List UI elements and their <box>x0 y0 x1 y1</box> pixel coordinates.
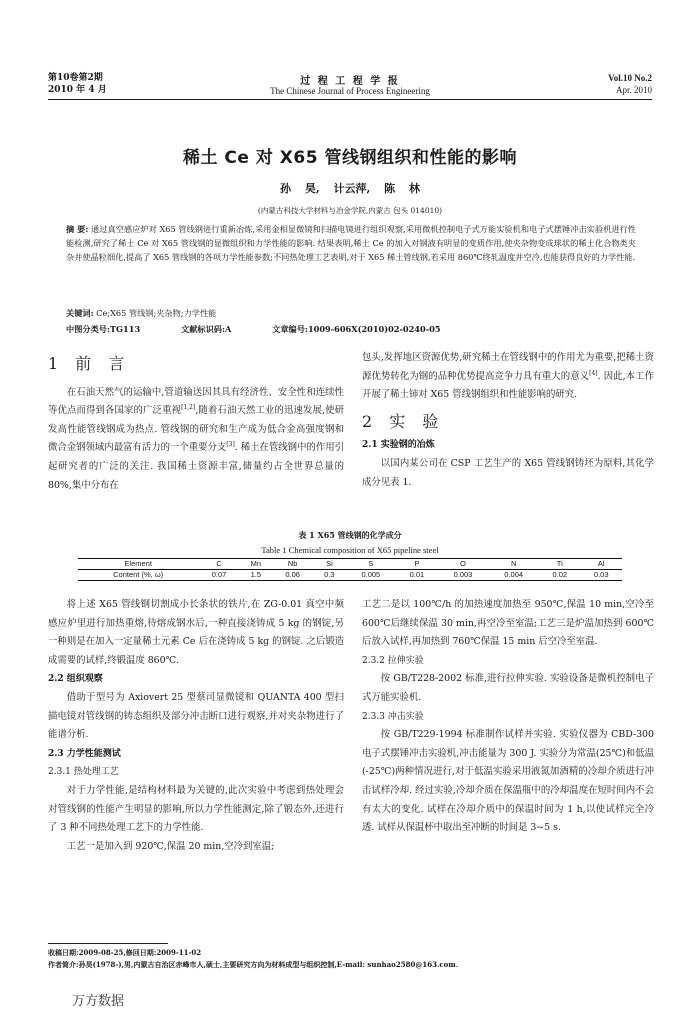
section-2-2-heading: 2.2 组织观察 <box>48 674 103 685</box>
classification-line <box>66 324 636 335</box>
left-column-lower <box>48 596 344 856</box>
process-one-paragraph: 工艺一是加入到 920℃,保温 20 min,空冷到室温; <box>66 840 275 852</box>
composition-table <box>78 558 622 581</box>
section-2-1-paragraph: 以国内某公司在 CSP 工艺生产的 X65 管线钢铸坯为原料,其化学成分见表 1. <box>362 457 654 488</box>
table-header-cell: Nb <box>287 559 298 568</box>
affiliation: (内蒙古科技大学材料与冶金学院,内蒙古 包头 014010) <box>257 206 443 215</box>
citation-4: [4] <box>589 369 598 377</box>
section-1-continued <box>362 349 654 405</box>
keywords-label: 关键词: <box>66 308 94 318</box>
keywords <box>66 308 636 319</box>
journal-title-zh: 过 程 工 程 学 报 <box>300 76 400 87</box>
section-2-3-heading: 2.3 力学性能测试 <box>48 748 121 759</box>
header-rule <box>48 99 652 100</box>
table-header-cell: P <box>414 559 420 568</box>
date-zh: 2010 年 4 月 <box>48 85 107 95</box>
article-number: 文章编号:1009-606X(2010)02-0240-05 <box>272 324 441 334</box>
table-cell: 0.06 <box>285 570 300 579</box>
section-2-heading: 2 实 验 <box>362 411 445 431</box>
watermark: 万方数据 <box>72 994 125 1009</box>
table-cell: 0.005 <box>361 570 381 579</box>
journal-title-en: The Chinese Journal of Process Engineering <box>270 86 430 96</box>
volume-issue-en: Vol.10 No.2 <box>608 73 652 83</box>
abstract <box>66 222 636 265</box>
table-cell: 0.02 <box>552 570 568 579</box>
table-cell: 0.3 <box>324 570 335 579</box>
citation-3: [3] <box>226 441 235 449</box>
table-header-cell: N <box>510 559 517 568</box>
section-2-3-1-paragraph: 对于力学性能,是结构材料最为关键的,此次实验中考虑到热处理会对管线钢的性能产生明显的影响,所以力学性能测定,除了锻态外,还进行了 3 种不同热处理工艺下的力学性能. <box>48 784 344 834</box>
s1-text-c: . 稀土在管线钢中的作用引起研究者的广泛的关注. 我国稀土资源丰富,储量约占全世界总量的 80%,集中分布在 <box>48 442 344 491</box>
table-header-cell: Al <box>597 559 605 568</box>
table-cell: 0.003 <box>453 570 473 579</box>
table-cell: Content (%, ω) <box>113 570 164 579</box>
table-1-caption-en: Table 1 Chemical composition of X65 pipeline steel <box>261 545 439 555</box>
table-header-row <box>78 559 622 570</box>
section-2-1-heading: 2.1 实验钢的冶炼 <box>362 440 435 451</box>
right-column-lower <box>362 596 654 838</box>
s1-cont-text-b: . 因此,本工作开展了稀土铈对 X65 管线钢组织和性能影响的研究. <box>362 370 654 401</box>
authors: 孙 昊, 计云萍, 陈 林 <box>280 182 420 195</box>
author-bio: 作者简介:孙昊(1978-),男,内蒙古自治区赤峰市人,硕士,主要研究方向为材料成型与组织控制,E-mail: sunhao2580@163.com. <box>48 960 459 969</box>
volume-issue-zh: 第10卷第2期 <box>48 73 103 83</box>
table-cell: 1.5 <box>250 570 262 579</box>
abstract-label: 摘 要: <box>66 224 89 234</box>
table-cell: 0.004 <box>504 570 524 579</box>
date-en: Apr. 2010 <box>616 85 652 95</box>
section-2-3-2-heading: 2.3.2 拉伸实验 <box>362 655 424 666</box>
footnote-rule <box>48 943 168 944</box>
section-2-3-2-paragraph: 按 GB/T228-2002 标准,进行拉伸实验. 实验设备是微机控制电子式万能实验机. <box>362 673 654 703</box>
clc-number: 中图分类号:TG113 <box>66 324 141 334</box>
table-cell: 0.07 <box>211 570 227 579</box>
s1-cont-text-a: 包头,发挥地区资源优势,研究稀土在管线钢中的作用尤为重要,把稀土资源优势转化为钢的品种优势提高竞争力具有重大的意义 <box>362 352 654 382</box>
received-date: 收稿日期:2009-08-25,修回日期:2009-11-02 <box>48 948 202 957</box>
s1-text-a: 在石油天然气的运输中,管道输送因其具有经济性、安全性和连续性等优点而得到各国家的广泛重视 <box>48 386 344 417</box>
melting-paragraph: 将上述 X65 管线钢切割成小长条状的铁片,在 ZG-0.01 真空中频感应炉里进行加热重熔,待熔成钢水后,一种直接浇铸成 5 kg 的钢锭,另一种则是在加入一定量稀土元素 Ce 后在浇铸成 5 kg 的钢锭. 之后锻造成需要的试样,终锻温度 860℃. <box>48 599 344 666</box>
table-header-cell: O <box>460 559 466 568</box>
section-2-3-3-paragraph: 按 GB/T229-1994 标准制作试样并实验. 实验仪器为 CBD-300 电子式摆锤冲击实验机,冲击能量为 300 J. 实验分为常温(25℃)和低温(-25℃)两种情况进行,对于低温实验采用液氮加酒精的冷却介质进行冲击试样冷却. 经过实验,冷却介质在保温瓶中的冷却温度在短时间内不会有太大的变化. 试样在冷却介质中的保温时间为 1 h,以使试样完全冷透. 试样从保温杯中取出至冲断的时间是 3~5 s. <box>362 729 654 834</box>
table-header-cell: S <box>368 559 374 568</box>
left-column-upper <box>48 355 344 495</box>
abstract-text: 通过真空感应炉对 X65 管线钢进行重新冶炼,采用金相显微镜和扫描电镜进行组织观察,采用微机控制电子式万能实验机和电子式摆锤冲击实验机进行性能检测,研究了稀土 Ce 对 X65 管线钢的显微组织和力学性能的影响. 结果表明,稀土 Ce 的加入对钢液有明显的变质作用,使夹杂物变成球状的稀土化合物类夹杂并使晶粒细化,提高了 X65 管线钢的各项力学性能参数;不同热处理工艺表明,对于 X65 稀土管线钢,若采用 860℃终轧温度并空冷,也能获得良好的力学性能. <box>66 224 636 263</box>
section-1-heading: 1 前 言 <box>48 354 131 373</box>
process-two-three-paragraph: 工艺二是以 100℃/h 的加热速度加热至 950℃,保温 10 min,空冷至 600℃后继续保温 30 min,再空冷至室温;工艺三是炉温加热到 600℃后放入试样,再加热到 760℃保温 15 min 后空冷至室温. <box>362 599 654 648</box>
section-1-paragraph <box>48 384 344 496</box>
table-header-cell: Mn <box>250 559 262 568</box>
table-1-caption-zh: 表 1 X65 管线钢的化学成分 <box>298 530 402 540</box>
section-2-2-paragraph: 借助于型号为 Axiovert 25 型蔡司显微镜和 QUANTA 400 型扫描电镜对管线钢的铸态组织及部分冲击断口进行观察,并对夹杂物进行了能谱分析. <box>48 691 344 741</box>
article-title: 稀土 Ce 对 X65 管线钢组织和性能的影响 <box>183 148 517 168</box>
table-cell: 0.03 <box>593 570 609 579</box>
table-header-cell: C <box>216 559 222 568</box>
table-header-cell: Ti <box>556 559 563 568</box>
table-cell: 0.01 <box>409 570 425 579</box>
right-column-upper <box>362 349 654 492</box>
s1-text-b: ,随着石油天然工业的迅速发展,使研发高性能管线钢成为热点. 管线钢的研究和生产成为低合金高强度钢和微合金钢领域内最富有活力的一个重要分支 <box>48 405 344 454</box>
table-header-cell: Si <box>326 559 333 568</box>
doc-code: 文献标识码:A <box>181 324 232 334</box>
section-2-3-1-heading: 2.3.1 热处理工艺 <box>48 767 119 778</box>
section-2-3-3-heading: 2.3.3 冲击实验 <box>362 711 424 722</box>
table-header-cell: Element <box>124 559 152 568</box>
keywords-text: Ce;X65 管线钢;夹杂物;力学性能 <box>96 308 217 318</box>
citation-1-2: [1,2] <box>181 404 196 412</box>
table-row <box>78 570 622 581</box>
